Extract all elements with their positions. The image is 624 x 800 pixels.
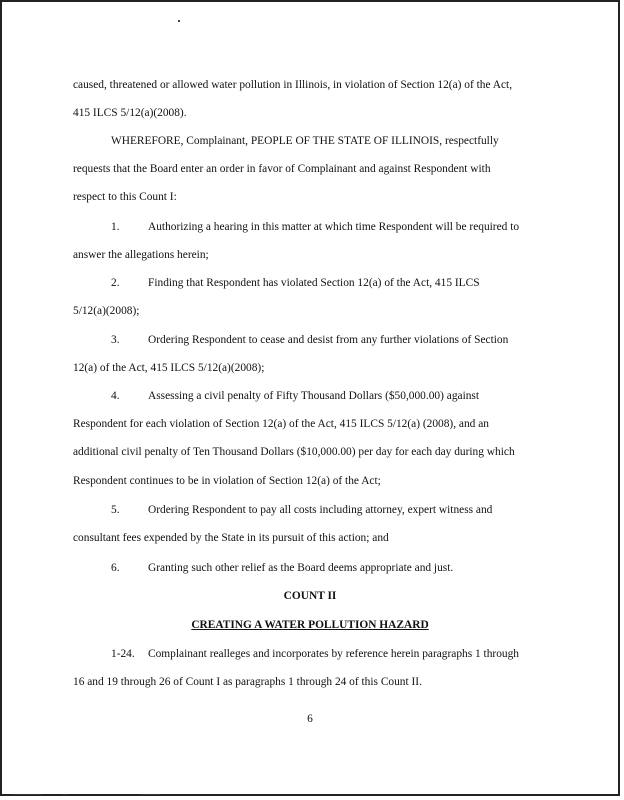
body-line: answer the allegations herein;: [73, 249, 209, 261]
item-number: 2.: [111, 277, 120, 289]
body-line: 12(a) of the Act, 415 ILCS 5/12(a)(2008);: [73, 362, 265, 374]
item-number: 5.: [111, 504, 120, 516]
body-line: consultant fees expended by the State in its pursuit of this action; and: [73, 532, 389, 544]
item-text: Complainant realleges and incorporates by reference herein paragraphs 1 through: [148, 648, 519, 660]
body-line: additional civil penalty of Ten Thousand Dollars ($10,000.00) per day for each day during which: [73, 446, 515, 458]
body-line: Respondent for each violation of Section 12(a) of the Act, 415 ILCS 5/12(a) (2008), and an: [73, 418, 489, 430]
body-line: caused, threatened or allowed water pollution in Illinois, in violation of Section 12(a) of the Act,: [73, 79, 513, 91]
item-text: Assessing a civil penalty of Fifty Thousand Dollars ($50,000.00) against: [148, 390, 480, 402]
item-text: Authorizing a hearing in this matter at which time Respondent will be required to: [148, 221, 520, 233]
scan-mark: [62, 794, 68, 795]
body-line: 415 ILCS 5/12(a)(2008).: [73, 107, 187, 119]
item-text: Finding that Respondent has violated Section 12(a) of the Act, 415 ILCS: [148, 277, 480, 289]
count-heading: COUNT II: [283, 590, 337, 602]
item-number: 4.: [111, 390, 120, 402]
item-number: 1-24.: [111, 648, 135, 660]
body-line: requests that the Board enter an order in favor of Complainant and against Respondent with: [73, 163, 491, 175]
scan-mark: [140, 794, 160, 795]
item-number: 6.: [111, 562, 120, 574]
item-number: 1.: [111, 221, 120, 233]
body-line: 5/12(a)(2008);: [73, 305, 140, 317]
item-text: Ordering Respondent to pay all costs including attorney, expert witness and: [148, 504, 493, 516]
body-line: 16 and 19 through 26 of Count I as paragraphs 1 through 24 of this Count II.: [73, 676, 422, 688]
item-text: Ordering Respondent to cease and desist from any further violations of Section: [148, 334, 509, 346]
body-line: Respondent continues to be in violation of Section 12(a) of the Act;: [73, 475, 381, 487]
count-title: CREATING A WATER POLLUTION HAZARD: [191, 619, 429, 631]
item-text: Granting such other relief as the Board deems appropriate and just.: [148, 562, 454, 574]
scan-mark: [12, 794, 42, 795]
wherefore-line: WHEREFORE, Complainant, PEOPLE OF THE STATE OF ILLINOIS, respectfully: [111, 135, 499, 147]
scan-speck: [178, 20, 180, 22]
body-line: respect to this Count I:: [73, 191, 177, 203]
page-number: 6: [307, 713, 313, 725]
item-number: 3.: [111, 334, 120, 346]
